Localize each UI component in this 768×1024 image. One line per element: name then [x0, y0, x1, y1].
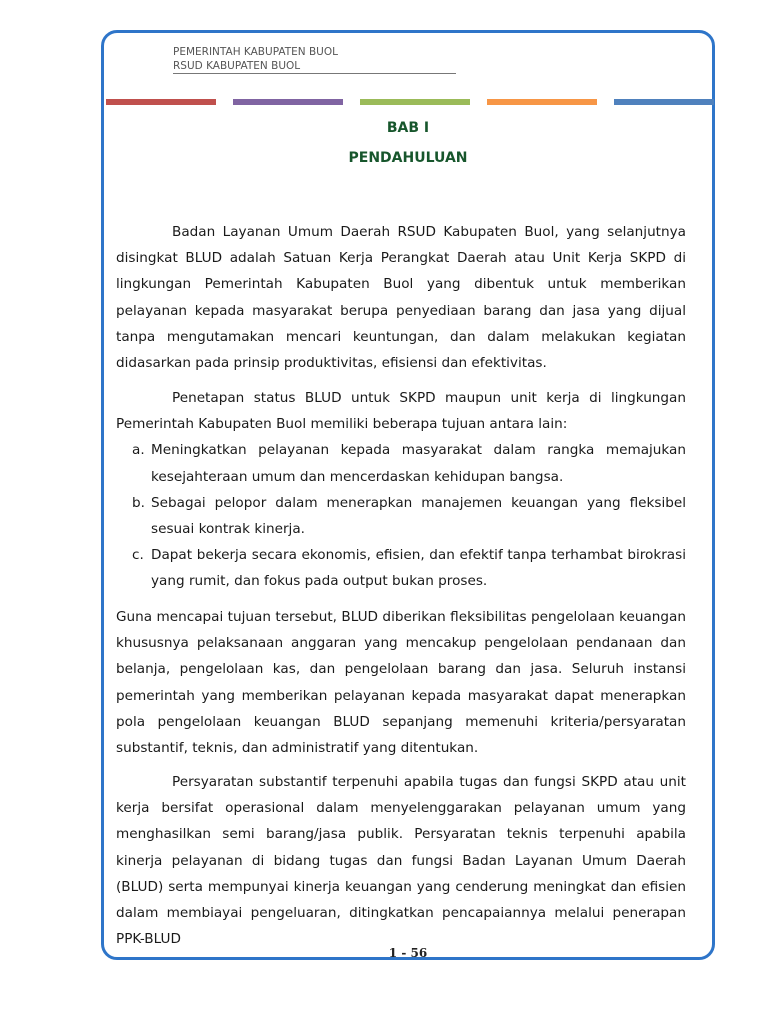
- paragraph-4: Persyaratan substantif terpenuhi apabila tugas dan fungsi SKPD atau unit kerja bersifat operasional dalam menyelenggarakan pelayanan umum yang menghasilkan semi barang/jasa publik. Persyaratan teknis terpenuhi apabila kinerja pelayanan di bidang tugas dan fungsi Badan Layanan Umum Daerah (BLUD) serta mempunyai kinerja keuangan yang cenderung meningkat dan efisien dalam membiayai pengeluaran, ditingkatkan pencapaiannya melalui penerapan PPK-BLUD: [116, 774, 686, 948]
- paragraph-2: Penetapan status BLUD untuk SKPD maupun unit kerja di lingkungan Pemerintah Kabupaten Buol memiliki beberapa tujuan antara lain:: [116, 390, 686, 433]
- chapter-number: BAB I: [386, 120, 430, 136]
- paragraph-1: Badan Layanan Umum Daerah RSUD Kabupaten Buol, yang selanjutnya disingkat BLUD adalah Satuan Kerja Perangkat Daerah atau Unit Kerja SKPD di lingkungan Pemerintah Kabupaten Buol yang dibentuk untuk memberikan pelayanan kepada masyarakat berupa penyediaan barang dan jasa yang dijual tanpa mengutamakan mencari keuntungan, dan dalam melakukan kegiatan didasarkan pada prinsip produktivitas, efisiensi dan efektivitas.: [116, 224, 686, 372]
- header-underline: [173, 73, 456, 74]
- paragraph-3: Guna mencapai tujuan tersebut, BLUD diberikan fleksibilitas pengelolaan keuangan khususnya pelaksanaan anggaran yang mencakup pengelolaan pendanaan dan belanja, pengelolaan kas, dan pengelolaan barang dan jasa. Seluruh instansi pemerintah yang memberikan pelayanan kepada masyarakat dapat menerapkan pola pengelolaan keuangan BLUD sepanjang memenuhi kriteria/persyaratan substantif, teknis, dan administratif yang ditentukan.: [116, 609, 686, 757]
- list-item-text: Dapat bekerja secara ekonomis, efisien, dan efektif tanpa terhambat birokrasi yang rumit, dan fokus pada output bukan proses.: [151, 547, 686, 590]
- list-marker: b.: [132, 494, 145, 511]
- decor-bar-green: [360, 99, 470, 105]
- paragraph-3-block: [116, 604, 686, 761]
- header-government-name: PEMERINTAH KABUPATEN BUOL: [173, 46, 338, 58]
- decor-bar-orange: [487, 99, 597, 105]
- paragraph-1-block: [116, 219, 686, 376]
- header-hospital-name: RSUD KABUPATEN BUOL: [173, 60, 301, 72]
- chapter-title: PENDAHULUAN: [348, 150, 468, 166]
- decor-bar-red: [106, 99, 216, 105]
- page-number: 1 - 56: [388, 946, 428, 960]
- decor-bar-blue: [614, 99, 714, 105]
- list-marker: c.: [132, 547, 144, 564]
- list-item: [132, 542, 686, 594]
- document-header: [173, 45, 338, 73]
- list-marker: a.: [132, 442, 145, 459]
- paragraph-4-block: [116, 769, 686, 952]
- list-item: [132, 490, 686, 542]
- list-item-text: Sebagai pelopor dalam menerapkan manajemen keuangan yang fleksibel sesuai kontrak kinerja.: [151, 494, 686, 538]
- list-item-text: Meningkatkan pelayanan kepada masyarakat dalam rangka memajukan kesejahteraan umum dan mencerdaskan kehidupan bangsa.: [151, 442, 686, 485]
- list-item: [132, 437, 686, 489]
- paragraph-2-block: [116, 385, 686, 595]
- decor-bar-purple: [233, 99, 343, 105]
